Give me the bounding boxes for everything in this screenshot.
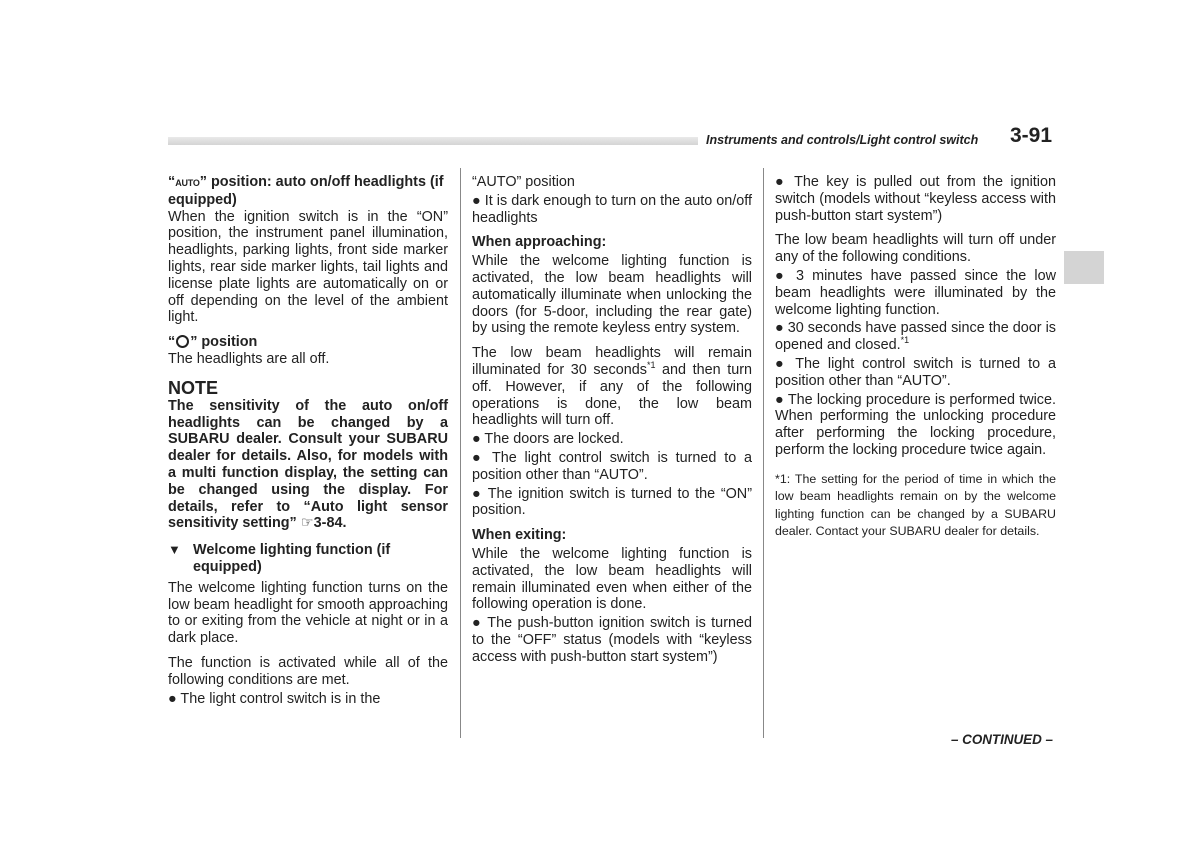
bullet-continuation: “AUTO” position (472, 174, 575, 190)
note-title: NOTE (168, 377, 219, 398)
when-exiting-heading: When exiting: (472, 527, 567, 544)
auto-position-body: When the ignition switch is in the “ON” position, the instrument panel illumination, headlights, parking lights, front side marker lights, rear side marker lights, tail lights and license plate lights are automatically on or off depending on the level of the ambient light. (168, 208, 448, 326)
conditions-intro: The function is activated while all of the following conditions are met. (168, 654, 448, 688)
bullet-item: ● It is dark enough to turn on the auto on/off headlights (472, 192, 752, 226)
page-number: 3-91 (1010, 124, 1053, 147)
when-approaching-heading: When approaching: (472, 234, 607, 251)
column-divider (763, 168, 764, 738)
column-2 (472, 174, 752, 666)
bullet-item: ● The key is pulled out from the ignition switch (models without “keyless access with push-button start system”) (775, 174, 1056, 224)
turn-off-intro: The low beam headlights will turn off under any of the following conditions. (775, 232, 1056, 266)
bullet-item: ● The ignition switch is turned to the “ON” position. (472, 485, 752, 519)
footnote-ref: *1 (646, 360, 656, 371)
footnote: *1: The setting for the period of time in which the low beam headlights remain on by the welcome lighting function can be changed by a SUBARU dealer. Contact your SUBARU dealer for details. (775, 471, 1056, 539)
triangle-down-icon: ▼ (168, 542, 181, 558)
column-divider (460, 168, 461, 738)
footnote-ref: *1 (900, 335, 910, 346)
welcome-lighting-heading: ▼ Welcome lighting function (if equipped) (168, 542, 391, 575)
header-rule (168, 137, 698, 145)
chapter-tab (1064, 251, 1104, 284)
bullet-item: ● The light control switch is turned to a position other than “AUTO”. (775, 355, 1056, 389)
welcome-lighting-body: The welcome lighting function turns on the low beam headlight for smooth approaching to or exiting from the vehicle at night or in a dark place. (168, 579, 448, 647)
bullet-item: ● The doors are locked. (472, 431, 624, 448)
off-position-heading: “ ” position (168, 334, 258, 351)
auto-position-heading: “AUTO” position: auto on/off headlights (if equipped) (168, 174, 444, 208)
bullet-item: ● The light control switch is turned to a position other than “AUTO”. (472, 449, 752, 483)
when-approaching-body: While the welcome lighting function is activated, the low beam headlights will automatically illuminate when unlocking the doors (for 5-door, including the rear gate) by using the remote keyless entry system. (472, 253, 752, 337)
bullet-item: ● 3 minutes have passed since the low beam headlights were illuminated by the welcome lighting function. (775, 267, 1056, 318)
bullet-item: ● The locking procedure is performed twice. When performing the unlocking procedure after performing the locking procedure, perform the locking procedure twice again. (775, 391, 1056, 458)
section-title: Instruments and controls/Light control switch (706, 133, 979, 147)
column-3 (775, 174, 1056, 541)
off-circle-icon (176, 335, 189, 348)
bullet-item: ● The light control switch is in the (168, 690, 381, 707)
remain-illuminated-body: The low beam headlights will remain illuminated for 30 seconds$^{*1}$ and then turn off. However, if any of the following operations is done, the low beam headlights will turn off. (472, 345, 753, 429)
bullet-item: ● The push-button ignition switch is turned to the “OFF” status (models with “keyless access with push-button start system”) (472, 615, 752, 665)
off-position-body: The headlights are all off. (168, 350, 330, 367)
bullet-item: ● 30 seconds have passed since the door is opened and closed.$^{*1}$ (775, 320, 1056, 354)
when-exiting-body: While the welcome lighting function is activated, the low beam headlights will remain illuminated even when either of the following operation is done. (472, 545, 752, 613)
note-body: The sensitivity of the auto on/off headlights can be changed by a SUBARU dealer. Consult your SUBARU dealer for details. Also, for models with a multi function display, the setting can be changed using the display. For details, refer to “Auto light sensor sensitivity setting” ☞3-84. (168, 397, 448, 532)
continued-label: – CONTINUED – (951, 732, 1053, 747)
auto-icon: AUTO (175, 178, 200, 188)
column-1 (168, 174, 448, 707)
